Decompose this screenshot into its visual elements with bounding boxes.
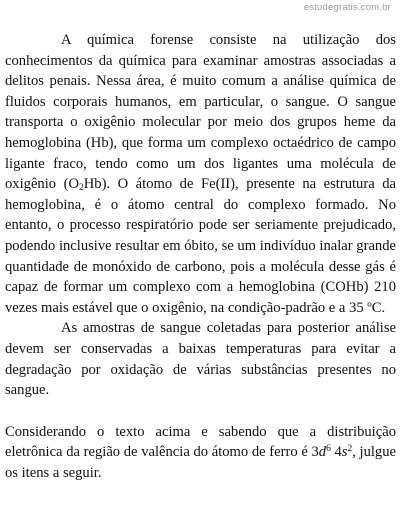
paragraph-1-text-b: Hb). O átomo de Fe(II), presente na estrutura da hemoglobina, é o átomo central do complexo formado. No entanto, o processo respiratório pode ser seriamente prejudicado, podendo inclusive resultar em óbito, se um indivíduo inalar grande quantidade de monóxido de carbono, pois a molécula desse gás é capaz de formar um complexo com a hemoglobina (COHb) 210 vezes mais estável que o oxigênio, na condição-padrão e a 35 ºC.: [5, 176, 396, 316]
question-prompt: [5, 422, 396, 484]
question-text-body: [5, 30, 396, 483]
config-d-exponent: 6: [326, 444, 331, 455]
config-s-exponent: 2: [347, 444, 353, 455]
electron-config: [311, 444, 352, 460]
config-4s-coefficient: 4: [330, 444, 342, 461]
config-d-orbital: d: [318, 444, 327, 461]
paragraph-forensic-chemistry: [5, 30, 396, 318]
paragraph-spacer: [5, 401, 396, 422]
paragraph-1-text-a: A química forense consiste na utilização dos conhecimentos da química para examinar amostras associadas a delitos penais. Nessa área, é muito comum a análise química de fluidos corporais humanos, em particular, o sangue. O sangue transporta o oxigênio molecular por meio dos grupos heme da hemoglobina (Hb), que forma um complexo octaédrico de campo ligante fraco, tendo como um dos ligantes uma molécula de oxigênio (O: [5, 32, 396, 193]
oxygen-subscript: 2: [79, 183, 84, 194]
config-s-orbital: s: [341, 444, 348, 461]
site-watermark: estudegratis.com.br: [303, 2, 391, 13]
paragraph-blood-samples: As amostras de sangue coletadas para posterior análise devem ser conservadas a baixas temperaturas para evitar a degradação por oxidação de várias substâncias presentes no sangue.: [5, 320, 396, 399]
config-3d-coefficient: 3: [311, 444, 319, 461]
question-text-a: Considerando o texto acima e sabendo que a distribuição eletrônica da região de valência do átomo de ferro é: [5, 423, 396, 461]
question-text-b: , julgue os itens a seguir.: [5, 444, 397, 481]
